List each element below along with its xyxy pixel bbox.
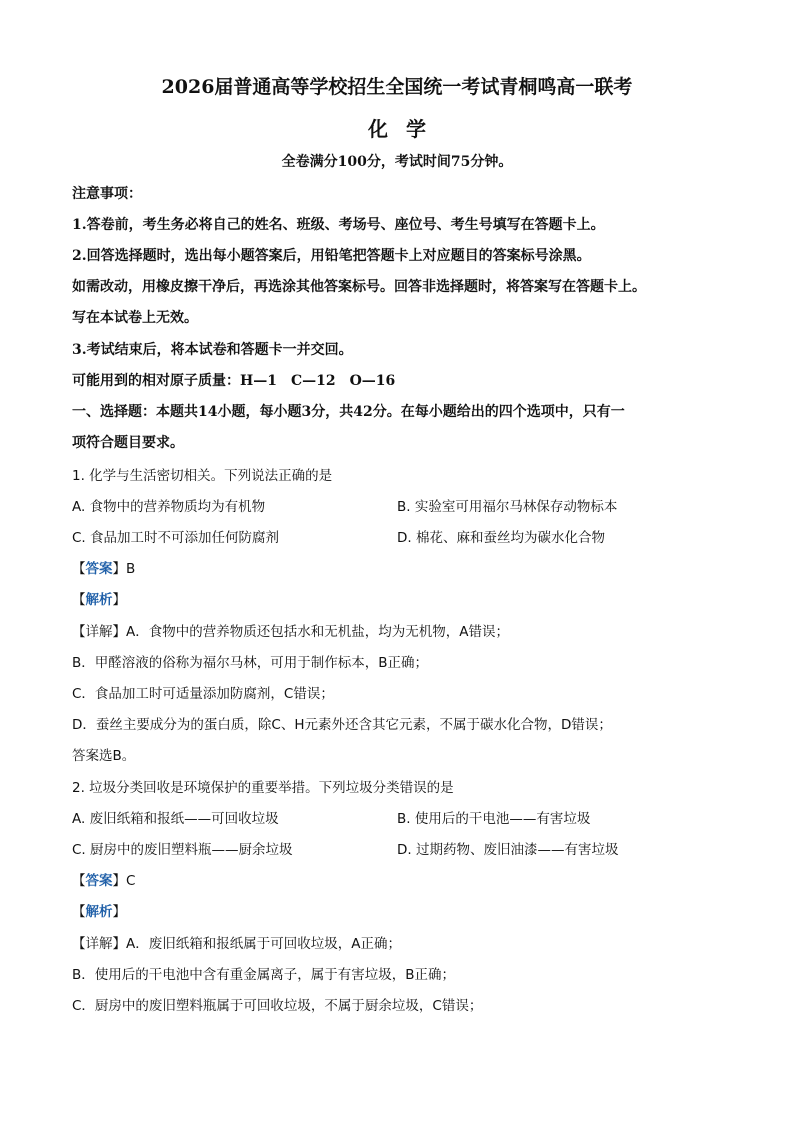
q1-detail-a: 【详解】A．食物中的营养物质还包括水和无机盐，均为无机物，A错误； [72, 624, 509, 640]
q1-option-c: C. 食品加工时不可添加任何防腐剂 [72, 530, 280, 546]
q1-option-d: D. 棉花、麻和蚕丝均为碳水化合物 [397, 530, 605, 546]
note-line-1: 1.答卷前，考生务必将自己的姓名、班级、考场号、座位号、考生号填写在答题卡上。 [72, 217, 605, 233]
exam-meta: 全卷满分100分，考试时间75分钟。 [281, 154, 513, 170]
q1-stem: 1. 化学与生活密切相关。下列说法正确的是 [72, 468, 333, 484]
subject-title: 化学 [368, 117, 444, 141]
q1-answer-value: B [126, 561, 136, 577]
q2-detail-a: 【详解】A．废旧纸箱和报纸属于可回收垃圾，A正确； [72, 936, 401, 952]
q1-conclusion: 答案选B。 [72, 748, 136, 764]
q2-detail-b: B．使用后的干电池中含有重金属离子，属于有害垃圾，B正确； [72, 967, 456, 983]
q2-detail-a-text: A．废旧纸箱和报纸属于可回收垃圾，A正确； [126, 936, 401, 952]
q1-detail-c: C．食品加工时可适量添加防腐剂，C错误； [72, 686, 334, 702]
q2-answer-tag: 答案 [85, 873, 113, 889]
note-line-5: 3.考试结束后，将本试卷和答题卡一并交回。 [72, 342, 353, 358]
q2-detail-c: C．厨房中的废旧塑料瓶属于可回收垃圾，不属于厨余垃圾，C错误； [72, 998, 483, 1014]
q1-detail-tag: 详解 [85, 624, 113, 640]
q2-option-d: D. 过期药物、废旧油漆——有害垃圾 [397, 842, 619, 858]
q2-option-b: B. 使用后的干电池——有害垃圾 [397, 811, 591, 827]
q1-detail-a-text: A．食物中的营养物质还包括水和无机盐，均为无机物，A错误； [126, 624, 509, 640]
q1-answer-line: 【答案】B [72, 561, 136, 577]
q2-detail-tag: 详解 [85, 936, 113, 952]
q1-detail-d: D．蚕丝主要成分为的蛋白质，除C、H元素外还含其它元素，不属于碳水化合物，D错误； [72, 717, 612, 733]
atomic-mass-line: 可能用到的相对原子质量：H—1 C—12 O—16 [72, 373, 396, 389]
q2-answer-value: C [126, 873, 136, 889]
q1-answer-tag: 答案 [85, 561, 113, 577]
q1-analysis-tag: 解析 [85, 592, 113, 608]
note-line-3: 如需改动，用橡皮擦干净后，再选涂其他答案标号。回答非选择题时，将答案写在答题卡上。 [72, 279, 646, 295]
q1-analysis-line: 【解析】 [72, 592, 126, 608]
q1-option-b: B. 实验室可用福尔马林保存动物标本 [397, 499, 618, 515]
q2-analysis-line: 【解析】 [72, 904, 126, 920]
q1-option-a: A. 食物中的营养物质均为有机物 [72, 499, 266, 515]
q2-answer-line: 【答案】C [72, 873, 136, 889]
q2-analysis-tag: 解析 [85, 904, 113, 920]
exam-title: 2026届普通高等学校招生全国统一考试青桐鸣高一联考 [161, 76, 633, 98]
section-heading-line-1: 一、选择题：本题共14小题，每小题3分，共42分。在每小题给出的四个选项中，只有一 [72, 404, 625, 420]
q2-option-a: A. 废旧纸箱和报纸——可回收垃圾 [72, 811, 279, 827]
q1-detail-b: B．甲醛溶液的俗称为福尔马林，可用于制作标本，B正确； [72, 655, 429, 671]
section-heading-line-2: 项符合题目要求。 [72, 435, 184, 451]
q2-stem: 2. 垃圾分类回收是环境保护的重要举措。下列垃圾分类错误的是 [72, 780, 454, 796]
note-line-4: 写在本试卷上无效。 [72, 310, 198, 326]
note-line-2: 2.回答选择题时，选出每小题答案后，用铅笔把答题卡上对应题目的答案标号涂黑。 [72, 248, 591, 264]
notes-heading: 注意事项： [72, 186, 142, 202]
q2-option-c: C. 厨房中的废旧塑料瓶——厨余垃圾 [72, 842, 293, 858]
